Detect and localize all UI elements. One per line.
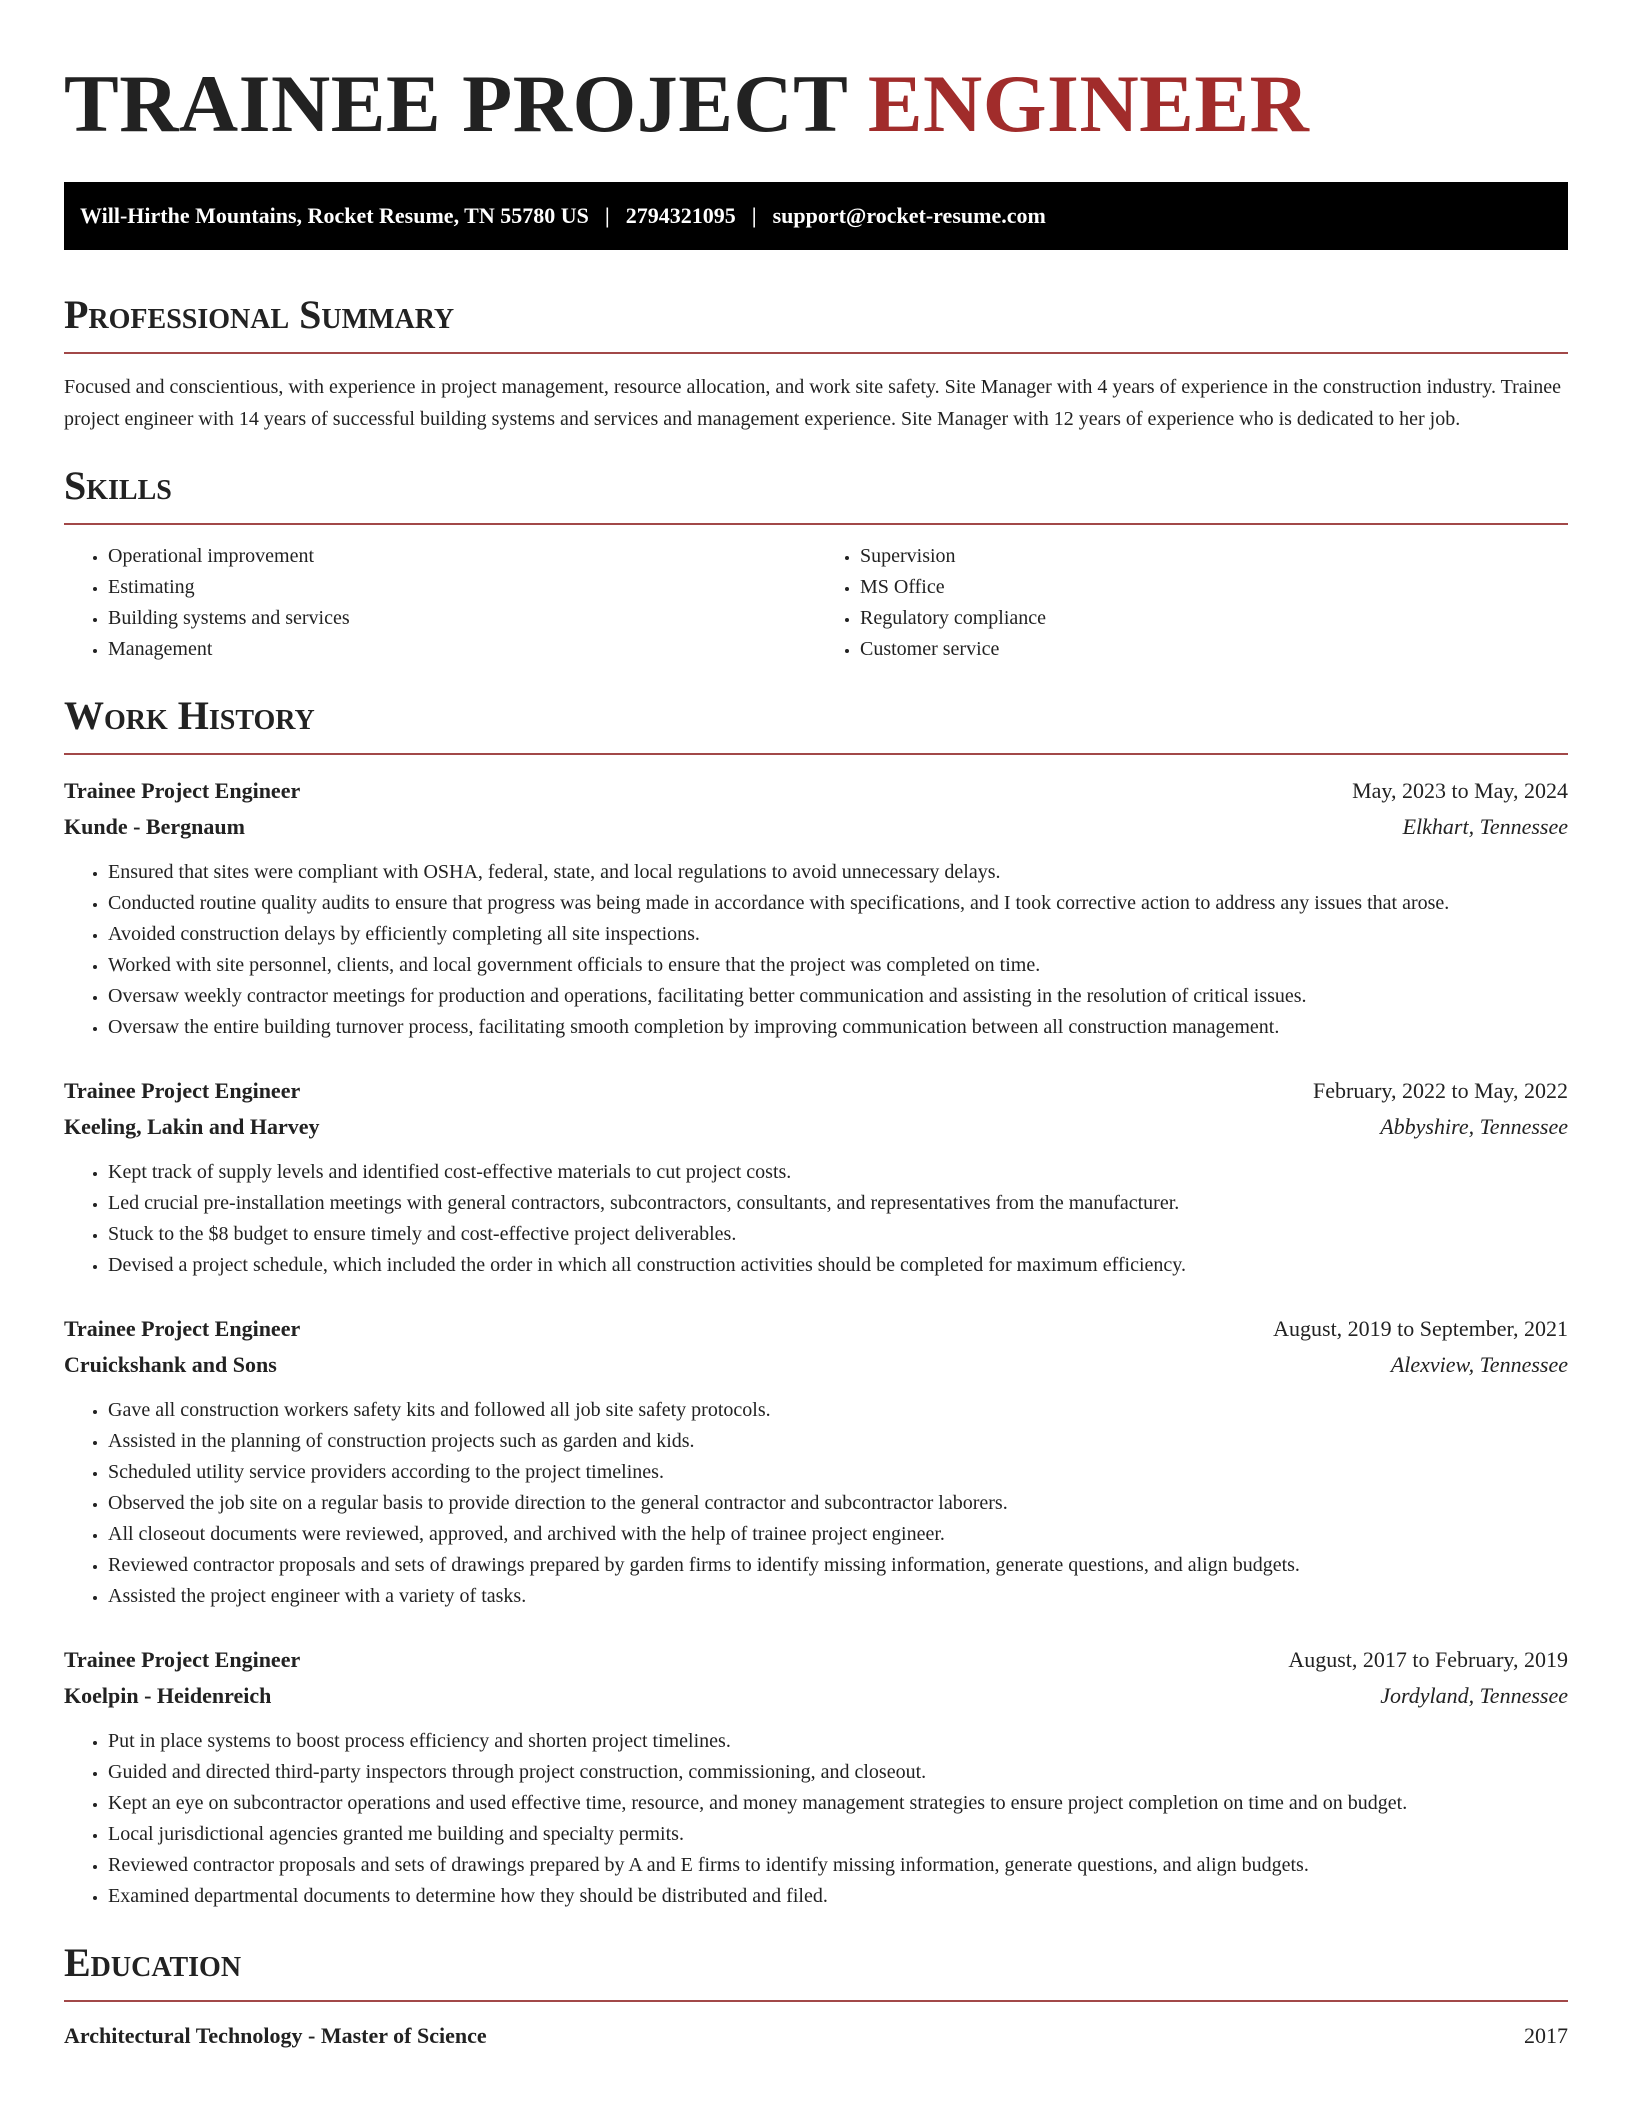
job-bullet: • Assisted the project engineer with a variety of tasks. [108, 1581, 1568, 1612]
job-location: Elkhart, Tennessee [1402, 814, 1568, 839]
job-company: Kunde - Bergnaum [64, 814, 245, 839]
contact-separator: | [751, 203, 757, 228]
job-title: Trainee Project Engineer [64, 1647, 301, 1672]
skills-list-left [64, 541, 816, 665]
job-bullet: • Devised a project schedule, which included the order in which all construction activities should be completed for maximum efficiency. [108, 1250, 1568, 1281]
job-bullet: • Avoided construction delays by efficiently completing all site inspections. [108, 919, 1568, 950]
job-dates: August, 2017 to February, 2019 [1288, 1647, 1568, 1672]
job-bullet: • Kept an eye on subcontractor operations and used effective time, resource, and money management strategies to ensure project completion on time and on budget. [108, 1788, 1568, 1819]
job-bullet: • Ensured that sites were compliant with OSHA, federal, state, and local regulations to avoid unnecessary delays. [108, 857, 1568, 888]
job-title: Trainee Project Engineer [64, 778, 301, 803]
job-bullet: • Scheduled utility service providers according to the project timelines. [108, 1457, 1568, 1488]
section-divider [64, 753, 1568, 755]
skill-item: • Operational improvement [108, 541, 816, 572]
job-company: Keeling, Lakin and Harvey [64, 1114, 320, 1139]
contact-phone: 2794321095 [625, 203, 736, 228]
skill-item: • Regulatory compliance [860, 603, 1568, 634]
job-bullet: • Gave all construction workers safety kits and followed all job site safety protocols. [108, 1395, 1568, 1426]
job-location: Jordyland, Tennessee [1380, 1683, 1568, 1708]
education-section [64, 1938, 1568, 2054]
job-dates: February, 2022 to May, 2022 [1313, 1078, 1568, 1103]
job-bullet: • Worked with site personnel, clients, and local government officials to ensure that the project was completed on time. [108, 950, 1568, 981]
job-bullet: • Stuck to the $8 budget to ensure timely and cost-effective project deliverables. [108, 1219, 1568, 1250]
job-bullet: • Put in place systems to boost process efficiency and shorten project timelines. [108, 1726, 1568, 1757]
skill-item: • Management [108, 634, 816, 665]
job-company: Cruickshank and Sons [64, 1352, 277, 1377]
job-bullet: • Assisted in the planning of construction projects such as garden and kids. [108, 1426, 1568, 1457]
contact-bar [64, 182, 1568, 250]
job-entry [64, 1311, 1568, 1612]
job-bullet: • Guided and directed third-party inspectors through project construction, commissioning, and closeout. [108, 1757, 1568, 1788]
job-entry [64, 1073, 1568, 1281]
skill-item: • Supervision [860, 541, 1568, 572]
job-title: Trainee Project Engineer [64, 1316, 301, 1341]
section-divider [64, 352, 1568, 354]
job-entry [64, 1642, 1568, 1912]
section-divider [64, 2000, 1568, 2002]
skill-item: • Estimating [108, 572, 816, 603]
contact-separator: | [604, 203, 610, 228]
job-bullet: • Oversaw weekly contractor meetings for production and operations, facilitating better communication and assisting in the resolution of critical issues. [108, 981, 1568, 1012]
job-location: Alexview, Tennessee [1390, 1352, 1568, 1377]
job-location: Abbyshire, Tennessee [1380, 1114, 1568, 1139]
job-dates: May, 2023 to May, 2024 [1352, 778, 1568, 803]
education-entry [64, 2018, 1568, 2054]
title-accent: ENGINEER [867, 58, 1310, 149]
job-bullet: • Reviewed contractor proposals and sets of drawings prepared by A and E firms to identify missing information, generate questions, and align budgets. [108, 1850, 1568, 1881]
work-heading: Work History [64, 693, 315, 738]
job-bullet: • Examined departmental documents to determine how they should be distributed and filed. [108, 1881, 1568, 1912]
summary-heading: Professional Summary [64, 292, 455, 337]
skill-item: • Building systems and services [108, 603, 816, 634]
job-title: Trainee Project Engineer [64, 1078, 301, 1103]
skill-item: • MS Office [860, 572, 1568, 603]
education-heading: Education [64, 1940, 242, 1985]
education-year: 2017 [1524, 2023, 1568, 2048]
job-bullets [64, 1157, 1568, 1281]
job-bullet: • Oversaw the entire building turnover process, facilitating smooth completion by improving communication between all construction management. [108, 1012, 1568, 1043]
job-bullet: • Led crucial pre-installation meetings with general contractors, subcontractors, consultants, and representatives from the manufacturer. [108, 1188, 1568, 1219]
job-company: Koelpin - Heidenreich [64, 1683, 272, 1708]
job-bullets [64, 857, 1568, 1043]
job-bullet: • All closeout documents were reviewed, approved, and archived with the help of trainee project engineer. [108, 1519, 1568, 1550]
job-entry [64, 773, 1568, 1043]
summary-section [64, 290, 1568, 435]
education-degree: Architectural Technology - Master of Science [64, 2023, 487, 2048]
summary-text: Focused and conscientious, with experience in project management, resource allocation, and work site safety. Site Manager with 4 years of experience in the construction industry. Trainee project engineer with 14 years of successful building systems and services and management experience. Site Manager with 12 years of experience who is dedicated to her job. [64, 376, 1561, 430]
job-bullet: • Local jurisdictional agencies granted me building and specialty permits. [108, 1819, 1568, 1850]
job-bullet: • Reviewed contractor proposals and sets of drawings prepared by garden firms to identify missing information, generate questions, and align budgets. [108, 1550, 1568, 1581]
skills-section [64, 461, 1568, 665]
skills-columns [64, 541, 1568, 665]
job-bullet: • Conducted routine quality audits to ensure that progress was being made in accordance with specifications, and I took corrective action to address any issues that arose. [108, 888, 1568, 919]
contact-email: support@rocket-resume.com [772, 203, 1046, 228]
skills-list-right [816, 541, 1568, 665]
job-bullet: • Kept track of supply levels and identified cost-effective materials to cut project costs. [108, 1157, 1568, 1188]
skills-heading: Skills [64, 463, 172, 508]
section-divider [64, 523, 1568, 525]
title-main: TRAINEE PROJECT [64, 58, 847, 149]
job-bullets [64, 1726, 1568, 1912]
skill-item: • Customer service [860, 634, 1568, 665]
job-bullets [64, 1395, 1568, 1612]
contact-address: Will-Hirthe Mountains, Rocket Resume, TN 55780 US [80, 203, 589, 228]
resume-title [64, 0, 1568, 150]
job-bullet: • Observed the job site on a regular basis to provide direction to the general contractor and subcontractor laborers. [108, 1488, 1568, 1519]
work-section [64, 691, 1568, 1912]
job-dates: August, 2019 to September, 2021 [1273, 1316, 1568, 1341]
